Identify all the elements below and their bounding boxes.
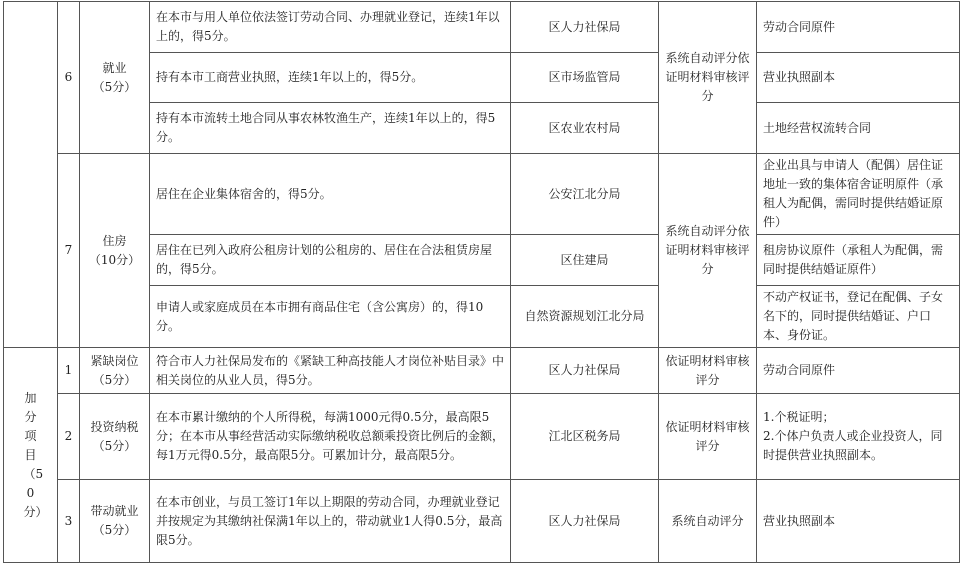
item-name: 住房: [102, 233, 127, 248]
method-cell: 系统自动评分依证明材料审核评分: [659, 2, 757, 154]
condition-cell: 在本市创业，与员工签订1年以上期限的劳动合同，办理就业登记并按规定为其缴纳社保满1年以上的，带动就业1人得0.5分，最高限5分。: [150, 480, 511, 563]
condition-cell: 居住在企业集体宿舍的，得5分。: [150, 154, 511, 235]
method-cell: 依证明材料审核评分: [659, 348, 757, 394]
category-cell: [4, 2, 58, 348]
item-cell: [80, 394, 150, 480]
material-cell: 营业执照副本: [757, 53, 960, 103]
condition-cell: 居住在已列入政府公租房计划的公租房的、居住在合法租赁房屋的，得5分。: [150, 235, 511, 286]
condition-cell: 持有本市工商营业执照，连续1年以上的，得5分。: [150, 53, 511, 103]
material-line-2: 2.个体户负责人或企业投资人，同时提供营业执照副本。: [763, 429, 943, 462]
department-cell: 区人力社保局: [511, 480, 659, 563]
item-number: 1: [58, 348, 80, 394]
item-name: 就业: [102, 60, 127, 75]
department-cell: 区住建局: [511, 235, 659, 286]
material-line-1: 1.个税证明；: [763, 410, 835, 424]
item-name: 紧缺岗位: [90, 353, 139, 368]
material-cell: 土地经营权流转合同: [757, 103, 960, 154]
material-cell: 不动产权证书，登记在配偶、子女名下的，同时提供结婚证、户口本、身份证。: [757, 286, 960, 348]
item-score: （10分）: [88, 252, 141, 267]
material-cell: 租房协议原件（承租人为配偶，需同时提供结婚证原件）: [757, 235, 960, 286]
method-cell: 依证明材料审核评分: [659, 394, 757, 480]
table-row: [4, 394, 960, 480]
item-number: 6: [58, 2, 80, 154]
department-cell: 区市场监管局: [511, 53, 659, 103]
department-cell: 区人力社保局: [511, 348, 659, 394]
condition-cell: 持有本市流转土地合同从事农林牧渔生产，连续1年以上的，得5分。: [150, 103, 511, 154]
item-number: 3: [58, 480, 80, 563]
department-cell: 公安江北分局: [511, 154, 659, 235]
item-number: 2: [58, 394, 80, 480]
table-row: [4, 154, 960, 235]
item-number: 7: [58, 154, 80, 348]
item-score: （5分）: [92, 372, 137, 387]
item-cell: [80, 2, 150, 154]
scoring-table: [3, 1, 960, 563]
item-name: 投资纳税: [90, 419, 139, 434]
item-cell: [80, 154, 150, 348]
condition-cell: 在本市与用人单位依法签订劳动合同、办理就业登记，连续1年以上的，得5分。: [150, 2, 511, 53]
item-score: （5分）: [92, 79, 137, 94]
department-cell: 自然资源规划江北分局: [511, 286, 659, 348]
department-cell: 区人力社保局: [511, 2, 659, 53]
item-cell: [80, 480, 150, 563]
method-cell: 系统自动评分依证明材料审核评分: [659, 154, 757, 348]
condition-cell: 符合市人力社保局发布的《紧缺工种高技能人才岗位补贴目录》中相关岗位的从业人员，得5分。: [150, 348, 511, 394]
material-cell: 企业出具与申请人（配偶）居住证地址一致的集体宿舍证明原件（承租人为配偶，需同时提供结婚证原件）: [757, 154, 960, 235]
item-name: 带动就业: [90, 504, 139, 518]
category-cell: [4, 348, 58, 563]
category-label: 加分项目（50分）: [23, 390, 48, 519]
item-score: （5分）: [92, 438, 137, 453]
material-cell: 劳动合同原件: [757, 2, 960, 53]
condition-cell: 在本市累计缴纳的个人所得税，每满1000元得0.5分，最高限5分；在本市从事经营活动实际缴纳税收总额乘投资比例后的金额，每1万元得0.5分，最高限5分。可累加计分，最高限5分。: [150, 394, 511, 480]
table-row: [4, 348, 960, 394]
item-score: （5分）: [92, 523, 137, 537]
method-cell: 系统自动评分: [659, 480, 757, 563]
material-cell: 劳动合同原件: [757, 348, 960, 394]
department-cell: 江北区税务局: [511, 394, 659, 480]
material-cell: [757, 394, 960, 480]
table-row: [4, 2, 960, 53]
department-cell: 区农业农村局: [511, 103, 659, 154]
item-cell: [80, 348, 150, 394]
condition-cell: 申请人或家庭成员在本市拥有商品住宅（含公寓房）的，得10分。: [150, 286, 511, 348]
table-row: [4, 480, 960, 563]
material-cell: 营业执照副本: [757, 480, 960, 563]
